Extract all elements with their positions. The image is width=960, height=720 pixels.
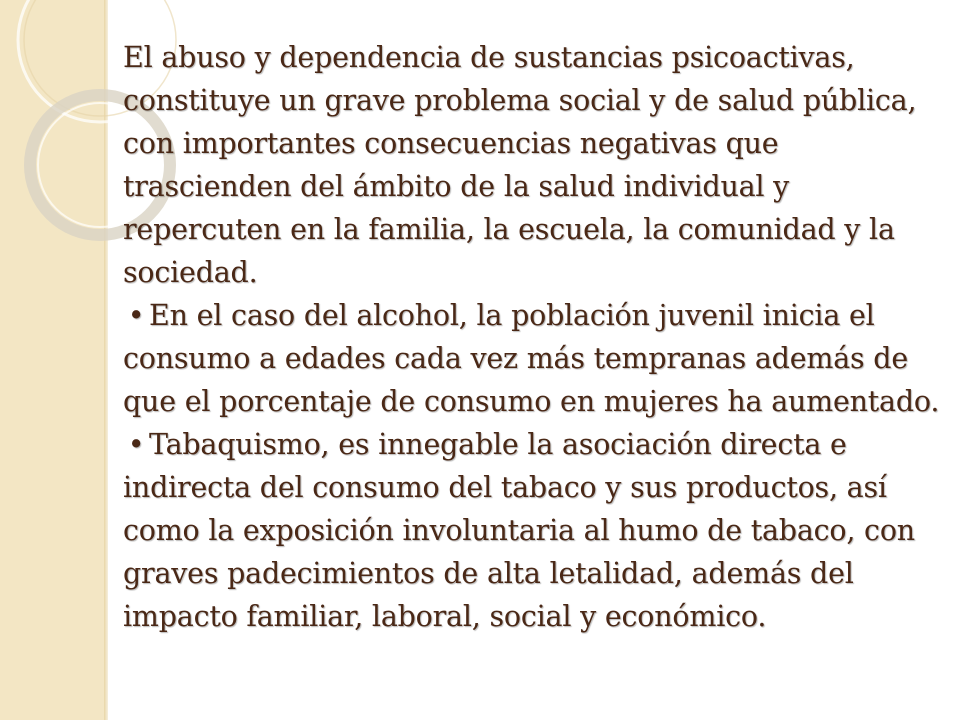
bullet-text: Tabaquismo, es innegable la asociación directa e indirecta del consumo del tabaco y sus productos, así como la exposición involuntaria al humo de tabaco, con graves padecimientos de alta letalidad, además del impacto familiar, laboral, social y económico. [123, 428, 915, 633]
paragraph-intro [123, 36, 943, 294]
bullet-icon: • [127, 299, 145, 332]
paragraph-text: El abuso y dependencia de sustancias psicoactivas, constituye un grave problema social y de salud pública, con importantes consecuencias negativas que trascienden del ámbito de la salud individual y repercuten en la familia, la escuela, la comunidad y la sociedad. [123, 41, 917, 289]
bullet-text: En el caso del alcohol, la población juvenil inicia el consumo a edades cada vez más tempranas además de que el porcentaje de consumo en mujeres ha aumentado. [123, 299, 940, 418]
bullet-item-tabaquismo [123, 423, 943, 638]
bullet-icon: • [127, 428, 145, 461]
body-text [123, 36, 943, 638]
bullet-item-alcohol [123, 294, 943, 423]
